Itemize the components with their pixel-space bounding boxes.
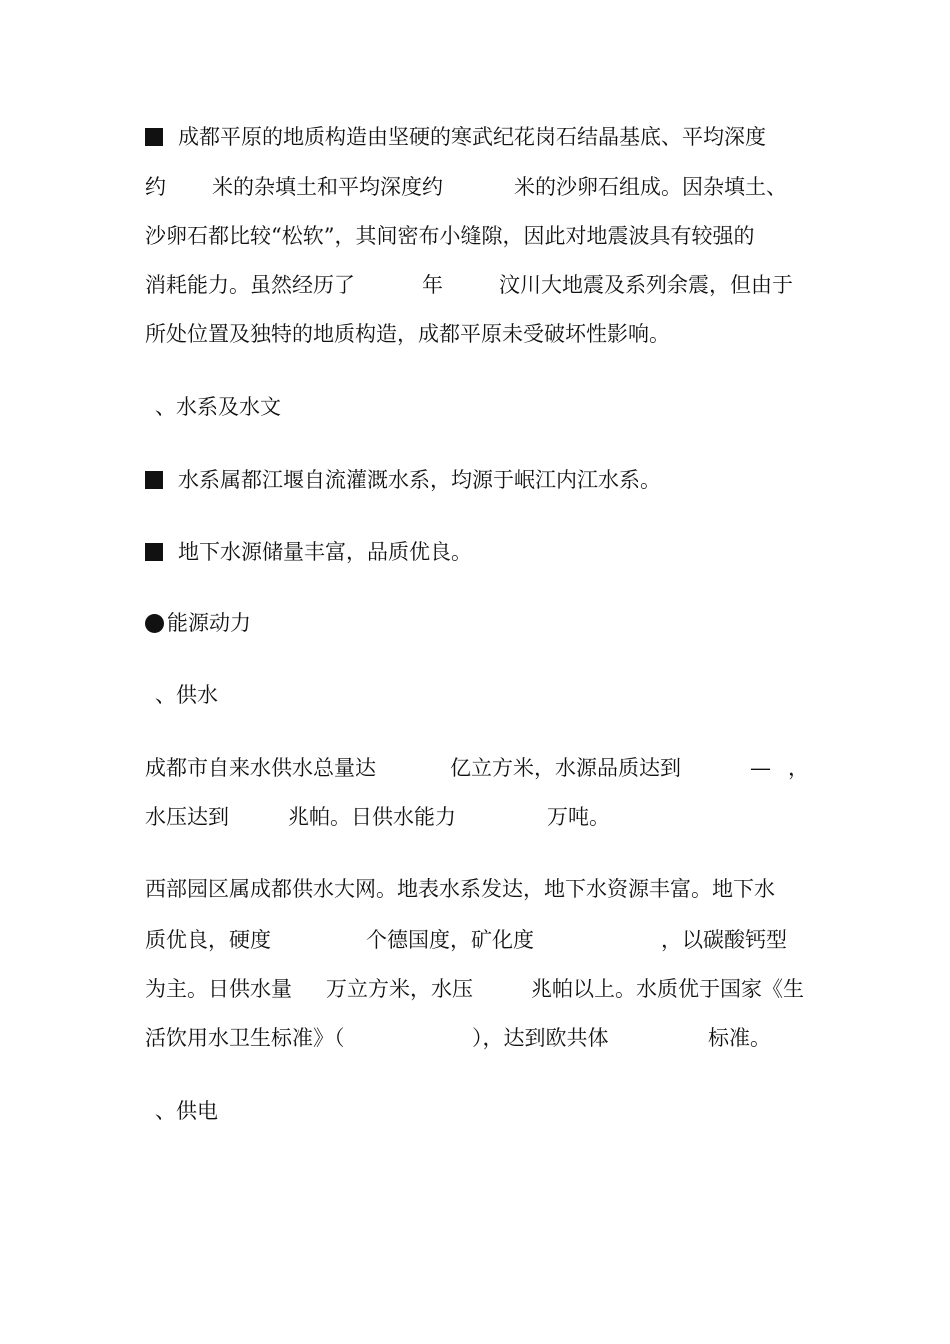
- paragraph-west-line-4: [145, 1021, 771, 1055]
- text-segment: 万吨。: [547, 805, 610, 829]
- text-segment: 汶川大地震及系列余震，但由于: [499, 273, 793, 297]
- paragraph-west-line-2: [145, 923, 787, 957]
- paragraph-geology-line-1: [145, 120, 766, 154]
- text-segment: 米的杂填土和平均深度约: [212, 175, 443, 199]
- text-segment: 成都市自来水供水总量达: [145, 756, 376, 780]
- heading-water-supply: [145, 678, 218, 712]
- bullet-water-system: [145, 463, 661, 497]
- text-segment: 兆帕以上。水质优于国家《生: [531, 977, 804, 1001]
- heading-power-supply: [145, 1094, 218, 1128]
- text-segment: 个德国度，矿化度: [366, 928, 534, 952]
- text-segment: 质优良，硬度: [145, 928, 271, 952]
- text-segment: 沙卵石都比较“松软”，其间密布小缝隙，因此对地震波具有较强的: [145, 224, 755, 248]
- text-segment: 活饮用水卫生标准》（: [145, 1026, 345, 1050]
- text-segment: 约: [145, 175, 166, 199]
- text-segment: 西部园区属成都供水大网。地表水系发达，地下水资源丰富。地下水: [145, 877, 775, 901]
- paragraph-geology-line-2: [145, 170, 787, 204]
- text-segment: 标准。: [708, 1026, 771, 1050]
- text-segment: ），达到欧共体: [472, 1026, 609, 1050]
- text-segment: ，以碳酸钙型: [661, 928, 787, 952]
- paragraph-supply-line-2: [145, 800, 610, 834]
- text-segment: 米的沙卵石组成。因杂填土、: [514, 175, 787, 199]
- bullet-text: 水系属都江堰自流灌溉水系，均源于岷江内江水系。: [178, 468, 661, 492]
- heading-text: 、水系及水文: [155, 395, 281, 419]
- text-segment: 消耗能力。虽然经历了: [145, 273, 355, 297]
- paragraph-west-line-1: [145, 872, 775, 906]
- heading-energy: [145, 606, 251, 640]
- paragraph-geology-line-4: [145, 268, 793, 302]
- text-segment: 成都平原的地质构造由坚硬的寒武纪花岗石结晶基底、平均深度: [178, 125, 766, 149]
- text-segment: 为主。日供水量: [145, 977, 292, 1001]
- text-segment: 万立方米，水压: [326, 977, 473, 1001]
- text-segment: ，: [788, 756, 809, 780]
- heading-text: 能源动力: [167, 611, 251, 635]
- heading-text: 、供水: [155, 683, 218, 707]
- bullet-text: 地下水源储量丰富，品质优良。: [178, 540, 472, 564]
- paragraph-geology-line-3: [145, 219, 755, 253]
- heading-water-system: [145, 390, 281, 424]
- heading-text: 、供电: [155, 1099, 218, 1123]
- paragraph-geology-line-5: [145, 317, 670, 351]
- paragraph-west-line-3: [145, 972, 804, 1006]
- text-segment: 亿立方米，水源品质达到: [450, 756, 681, 780]
- text-segment: 水压达到: [145, 805, 229, 829]
- bullet-groundwater: [145, 535, 472, 569]
- text-segment: 所处位置及独特的地质构造，成都平原未受破坏性影响。: [145, 322, 670, 346]
- text-segment: 年: [422, 273, 443, 297]
- text-segment: —: [750, 756, 771, 780]
- paragraph-supply-line-1: [145, 751, 809, 785]
- text-segment: 兆帕。日供水能力: [288, 805, 456, 829]
